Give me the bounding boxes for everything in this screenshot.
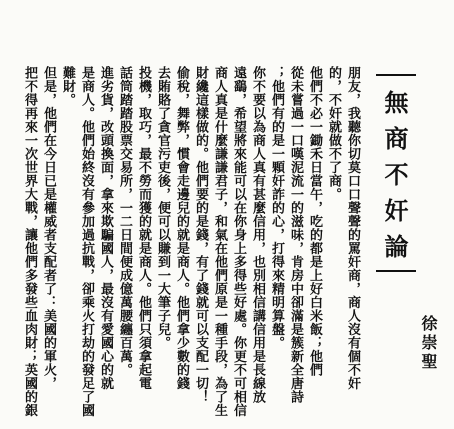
- text-column: 你不要以為商人真有甚麼信用，也別相信講信用是長線放: [250, 66, 265, 404]
- text-column: 遠鷂，希望將來能可以在你身上多得些好處。你更不可相信: [231, 66, 246, 417]
- article-title: 無商不奸論: [380, 90, 409, 270]
- text-column: 他們不必一鋤禾日當午，吃的都是上好白米飯；他們: [307, 66, 322, 377]
- title-top-rule: [376, 74, 416, 76]
- text-column: 的，不奸就做不了商。: [326, 66, 341, 201]
- text-column: 財纔這樣做的。他們要的是錢，有了錢就可以支配一切！: [193, 66, 208, 404]
- text-column: 是商人。他們始終沒有參加過抗戰，卻乘火打劫的發足了國: [79, 66, 94, 417]
- text-column: 商人真是什麼謙謙君子，和氣在他們原是一種手段，為了生: [212, 66, 227, 417]
- text-column: 把不得再來一次世界大戰，讓他們多發些血肉財；英國的銀: [22, 66, 37, 417]
- article-author: 徐崇聖: [419, 315, 438, 372]
- text-column: 進劣貨，改頭換面，拿來欺騙國人，最沒有愛國心的就: [98, 66, 113, 390]
- text-column: 朋友，我聽你切莫口口聲聲的罵奸商，商人沒有個不奸: [345, 66, 360, 390]
- text-column: 難財。: [60, 66, 75, 107]
- text-column: 從未嘗過一口嘆泥流一的滋味，肯房中卻滿是簇新全唐詩: [288, 66, 303, 404]
- text-column: 偷稅，舞弊，慣會走邊兒的就是商人。他們拿少數的錢: [174, 66, 189, 390]
- text-column: 投機，取巧，最不勞而獲的就是商人。他們只須拿起電: [136, 66, 151, 390]
- text-column: ；他們有的是一顆奸詐的心，打得來精明算盤。: [269, 66, 284, 350]
- title-bottom-rule: [376, 270, 416, 272]
- text-column: 話筒踏踏股票交易所，一二日間便成億萬腰纏百萬。: [117, 66, 132, 377]
- text-column: 去賄賂了貪官污吏後，便可以賺到一大筆子兒。: [155, 66, 170, 350]
- text-column: 但是，他們在今日已是權威者支配者了：美國的軍火，: [41, 66, 56, 390]
